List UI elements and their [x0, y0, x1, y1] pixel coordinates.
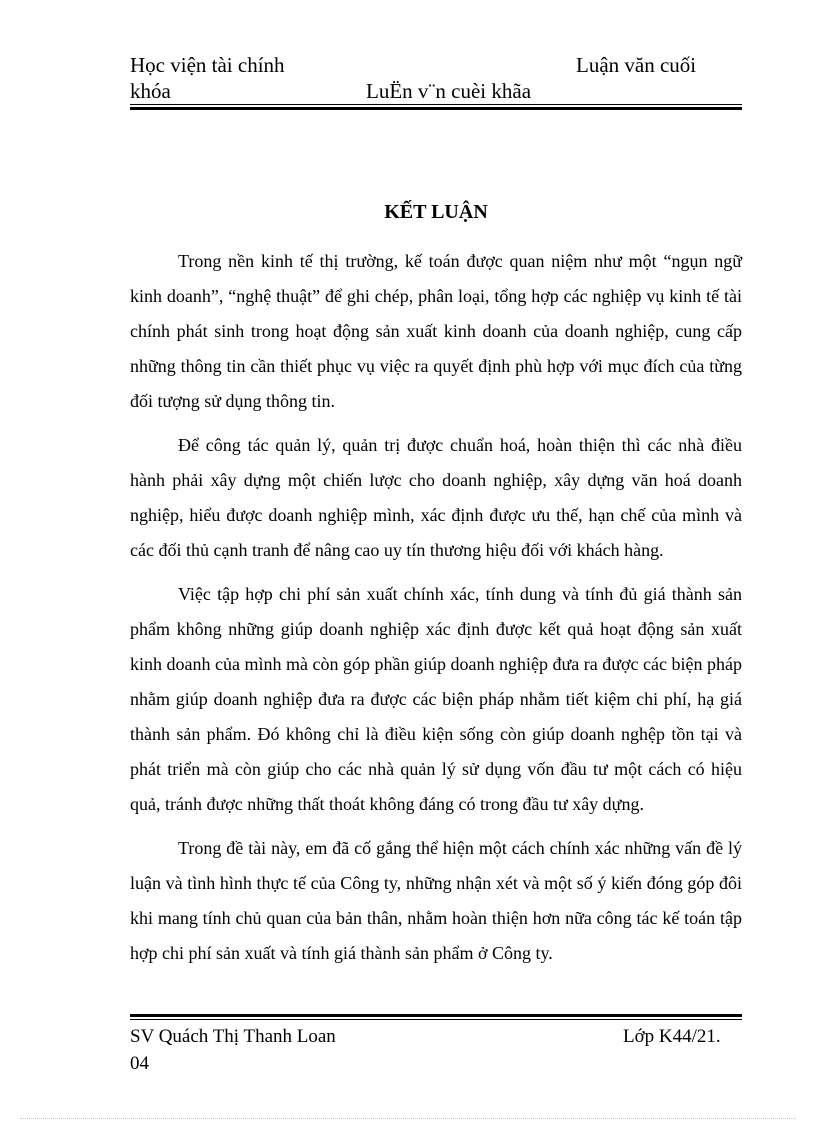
paragraph: Trong đề tài này, em đã cố gắng thể hiện một cách chính xác những vấn đề lý luận và tình hình thực tế của Công ty, những nhận xét và một số ý kiến đóng góp đôi khi mang tính chủ quan của bản thân, nhằm hoàn thiện hơn nữa công tác kế toán tập hợp chi phí sản xuất và tính giá thành sản phẩm ở Công ty. — [130, 838, 742, 963]
header-doc-type-legacy-font: LuËn v¨n cuèi khãa — [366, 79, 532, 103]
paragraph: Trong nền kinh tế thị trường, kế toán được quan niệm như một “ngụn ngữ kinh doanh”, “nghệ thuật” để ghi chép, phân loại, tổng hợp các nghiệp vụ kinh tế tài chính phát sinh trong hoạt động sản xuất kinh doanh của doanh nghiệp, cung cấp những thông tin cần thiết phục vụ việc ra quyết định phù hợp với mục đích của từng đối tượng sử dụng thông tin. — [130, 251, 742, 411]
header-institution: Học viện tài chính — [130, 53, 285, 77]
footer-class: Lớp K44/21. — [623, 1026, 721, 1047]
footer-student-name: SV Quách Thị Thanh Loan — [130, 1026, 336, 1047]
paragraph: Việc tập hợp chi phí sản xuất chính xác, tính dung và tính đủ giá thành sản phẩm không những giúp doanh nghiệp xác định được kết quả hoạt động sản xuất kinh doanh của mình mà còn góp phần giúp doanh nghiệp đưa ra được các biện pháp nhằm giúp doanh nghiệp đưa ra được các biện pháp nhằm tiết kiệm chi phí, hạ giá thành sản phẩm. Đó không chỉ là điều kiện sống còn giúp doanh nghệp tồn tại và phát triển mà còn giúp cho các nhà quản lý sử dụng vốn đầu tư một cách có hiệu quả, tránh được những thất thoát không đáng có trong đầu tư xây dựng. — [130, 584, 742, 814]
footer-rule-thin — [130, 1019, 742, 1020]
footer-class-continued: 04 — [130, 1053, 149, 1074]
page-title: KẾT LUẬN — [384, 201, 488, 223]
document-body — [130, 244, 742, 980]
page-edge-divider — [20, 1118, 796, 1119]
header-doc-type-continued: khóa — [130, 79, 171, 103]
paragraph: Để công tác quản lý, quản trị được chuẩn hoá, hoàn thiện thì các nhà điều hành phải xây dựng một chiến lược cho doanh nghiệp, xây dựng văn hoá doanh nghiệp, hiểu được doanh nghiệp mình, xác định được ưu thế, hạn chế của mình và các đối thủ cạnh tranh để nâng cao uy tín thương hiệu đối với khách hàng. — [130, 435, 742, 560]
header-rule-thin — [130, 104, 742, 105]
footer-rule-thick — [130, 1014, 742, 1017]
header-doc-type: Luận văn cuối — [576, 53, 697, 77]
header-rule-thick — [130, 107, 742, 110]
